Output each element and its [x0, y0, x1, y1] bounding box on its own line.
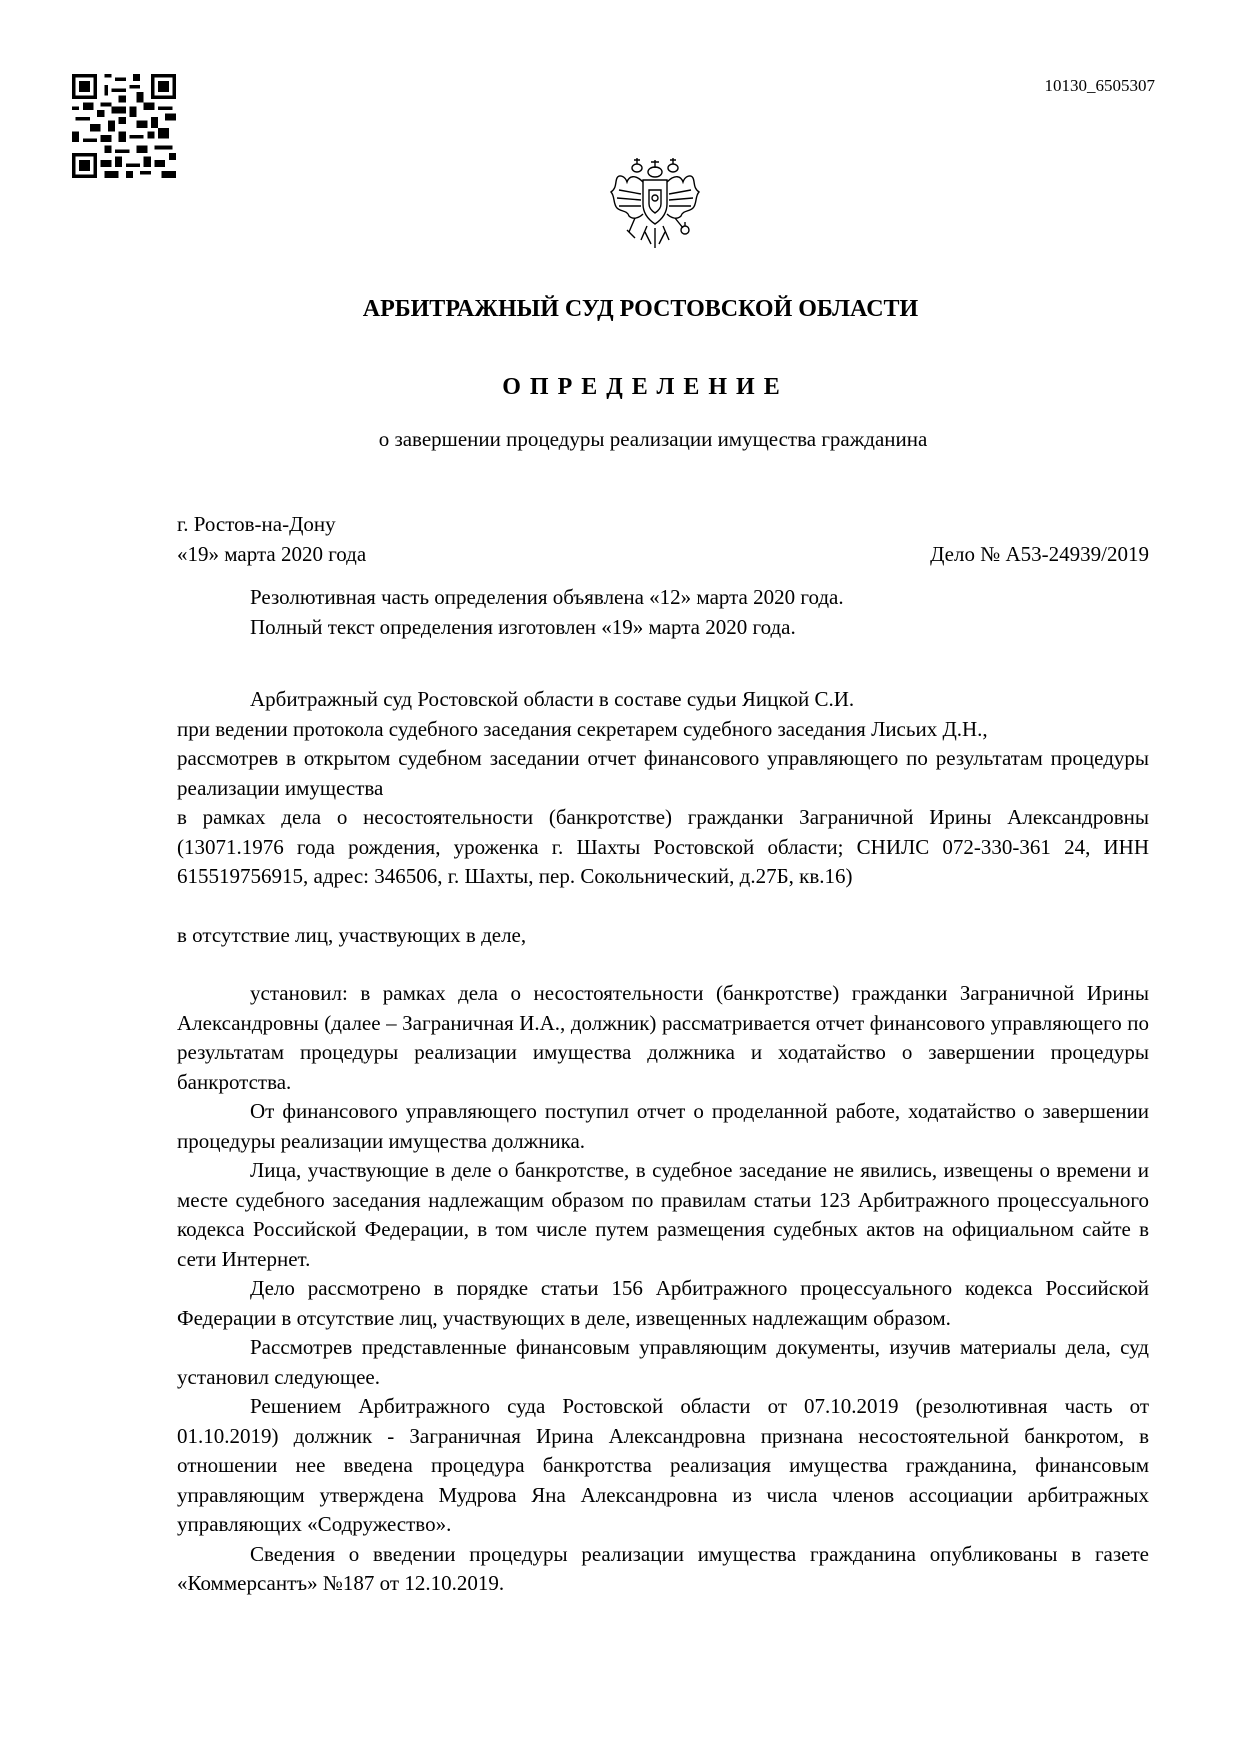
- date-case-row: [177, 540, 1149, 570]
- intro-line-subject: рассмотрев в открытом судебном заседании отчет финансового управляющего по результатам процедуры реализации имущества: [177, 746, 1149, 800]
- paragraph-review: Рассмотрев представленные финансовым управляющим документы, изучив материалы дела, суд установил следующее.: [177, 1335, 1149, 1389]
- document-body: [177, 510, 1149, 1599]
- case-number: Дело № А53-24939/2019: [930, 541, 1149, 566]
- full-text-note: Полный текст определения изготовлен «19» марта 2020 года.: [250, 614, 796, 639]
- paragraph-procedure: Дело рассмотрено в порядке статьи 156 Арбитражного процессуального кодекса Российской Федерации в отсутствие лиц, участвующих в деле, извещенных надлежащим образом.: [177, 1276, 1149, 1330]
- paragraph-decision: Решением Арбитражного суда Ростовской области от 07.10.2019 (резолютивная часть от 01.10.2019) должник - Заграничная Ирина Александровна признана несостоятельной банкротом, в отношении нее введена процедура банкротства реализация имущества гражданина, финансовым управляющим утверждена Мудрова Яна Александровна из числа членов ассоциации арбитражных управляющих «Содружество».: [177, 1394, 1149, 1536]
- paragraph-notice: Лица, участвующие в деле о банкротстве, в судебное заседание не явились, извещены о времени и месте судебного заседания надлежащим образом по правилам статьи 123 Арбитражного процессуального кодекса Российской Федерации, в том числе путем размещения судебных актов на официальном сайте в сети Интернет.: [177, 1158, 1149, 1271]
- document-type: ОПРЕДЕЛЕНИЕ: [502, 374, 789, 400]
- document-id: 10130_6505307: [1044, 76, 1155, 95]
- qr-code: [72, 74, 176, 178]
- intro-line-secretary: при ведении протокола судебного заседания секретарем судебного заседания Лисьих Д.Н.,: [177, 716, 988, 741]
- intro-line-absence: в отсутствие лиц, участвующих в деле,: [177, 922, 527, 947]
- city: г. Ростов-на-Дону: [177, 512, 336, 536]
- paragraph-publication: Сведения о введении процедуры реализации имущества гражданина опубликованы в газете «Коммерсантъ» №187 от 12.10.2019.: [177, 1541, 1149, 1595]
- document-date: «19» марта 2020 года: [177, 541, 367, 566]
- paragraph-established: установил: в рамках дела о несостоятельности (банкротстве) гражданки Заграничной Ирины Александровны (далее – Заграничная И.А., должник) рассматривается отчет финансового управляющего по результатам процедуры реализации имущества должника и ходатайство о завершении процедуры банкротства.: [177, 981, 1149, 1094]
- intro-line-case: в рамках дела о несостоятельности (банкротстве) гражданки Заграничной Ирины Александровны (13071.1976 года рождения, уроженка г. Шахты Ростовской области; СНИЛС 072-330-361 24, ИНН 615519756915, адрес: 346506, г. Шахты, пер. Сокольнический, д.27Б, кв.16): [177, 805, 1149, 888]
- resolution-note: Резолютивная часть определения объявлена «12» марта 2020 года.: [250, 585, 844, 609]
- coat-of-arms-icon: [605, 148, 705, 258]
- court-name: АРБИТРАЖНЫЙ СУД РОСТОВСКОЙ ОБЛАСТИ: [362, 296, 919, 322]
- intro-line-court: Арбитражный суд Ростовской области в составе судьи Яицкой С.И.: [250, 687, 855, 711]
- paragraph-report: От финансового управляющего поступил отчет о проделанной работе, ходатайство о завершении процедуры реализации имущества должника.: [177, 1099, 1149, 1153]
- document-subject: о завершении процедуры реализации имущества гражданина: [378, 427, 928, 451]
